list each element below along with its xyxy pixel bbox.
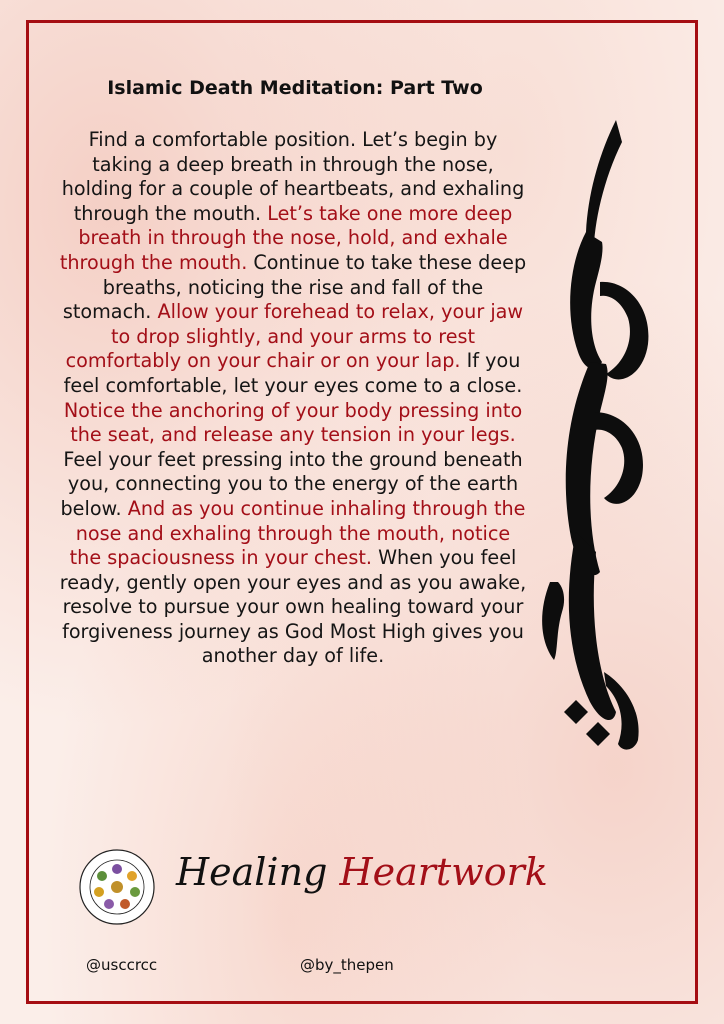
amcli-seal-icon: [78, 848, 156, 926]
meditation-segment: Notice the anchoring of your body pressing into the seat, and release any tension in your legs.: [63, 398, 523, 447]
page-title: Islamic Death Meditation: Part Two: [107, 77, 483, 99]
meditation-segment: And as you continue inhaling through the nose and exhaling through the mouth, notice the spaciousness in your chest.: [69, 496, 526, 570]
brand-word-heartwork: Heartwork: [339, 850, 548, 894]
brand-word-healing: Healing: [176, 850, 328, 894]
meditation-segment: When you feel ready, gently open your eyes and as you awake, resolve to pursue your own healing toward your forgiveness journey as God Most High gives you another day of life.: [59, 546, 527, 668]
social-handle-left[interactable]: @usccrcc: [86, 956, 158, 974]
meditation-text: [58, 128, 528, 669]
meditation-segment: Find a comfortable position. Let’s begin by taking a deep breath in through the nose, holding for a couple of heartbeats, and exhaling through the mouth.: [61, 128, 525, 225]
meditation-segment: Continue to take these deep breaths, noticing the rise and fall of the stomach.: [62, 250, 527, 324]
meditation-segment: If you feel comfortable, let your eyes come to a close.: [63, 349, 523, 397]
meditation-segment: Let’s take one more deep breath in through the nose, hold, and exhale through the mouth.: [59, 201, 513, 274]
meditation-segment: Allow your forehead to relax, your jaw to drop slightly, and your arms to rest comfortably on your chair or on your lap.: [65, 300, 524, 373]
meditation-segment: Feel your feet pressing into the ground beneath you, connecting you to the energy of the earth below.: [60, 447, 523, 520]
brand-wordmark: [176, 850, 548, 894]
arabic-calligraphy-icon: [530, 112, 670, 762]
social-handle-right[interactable]: @by_thepen: [300, 956, 394, 974]
